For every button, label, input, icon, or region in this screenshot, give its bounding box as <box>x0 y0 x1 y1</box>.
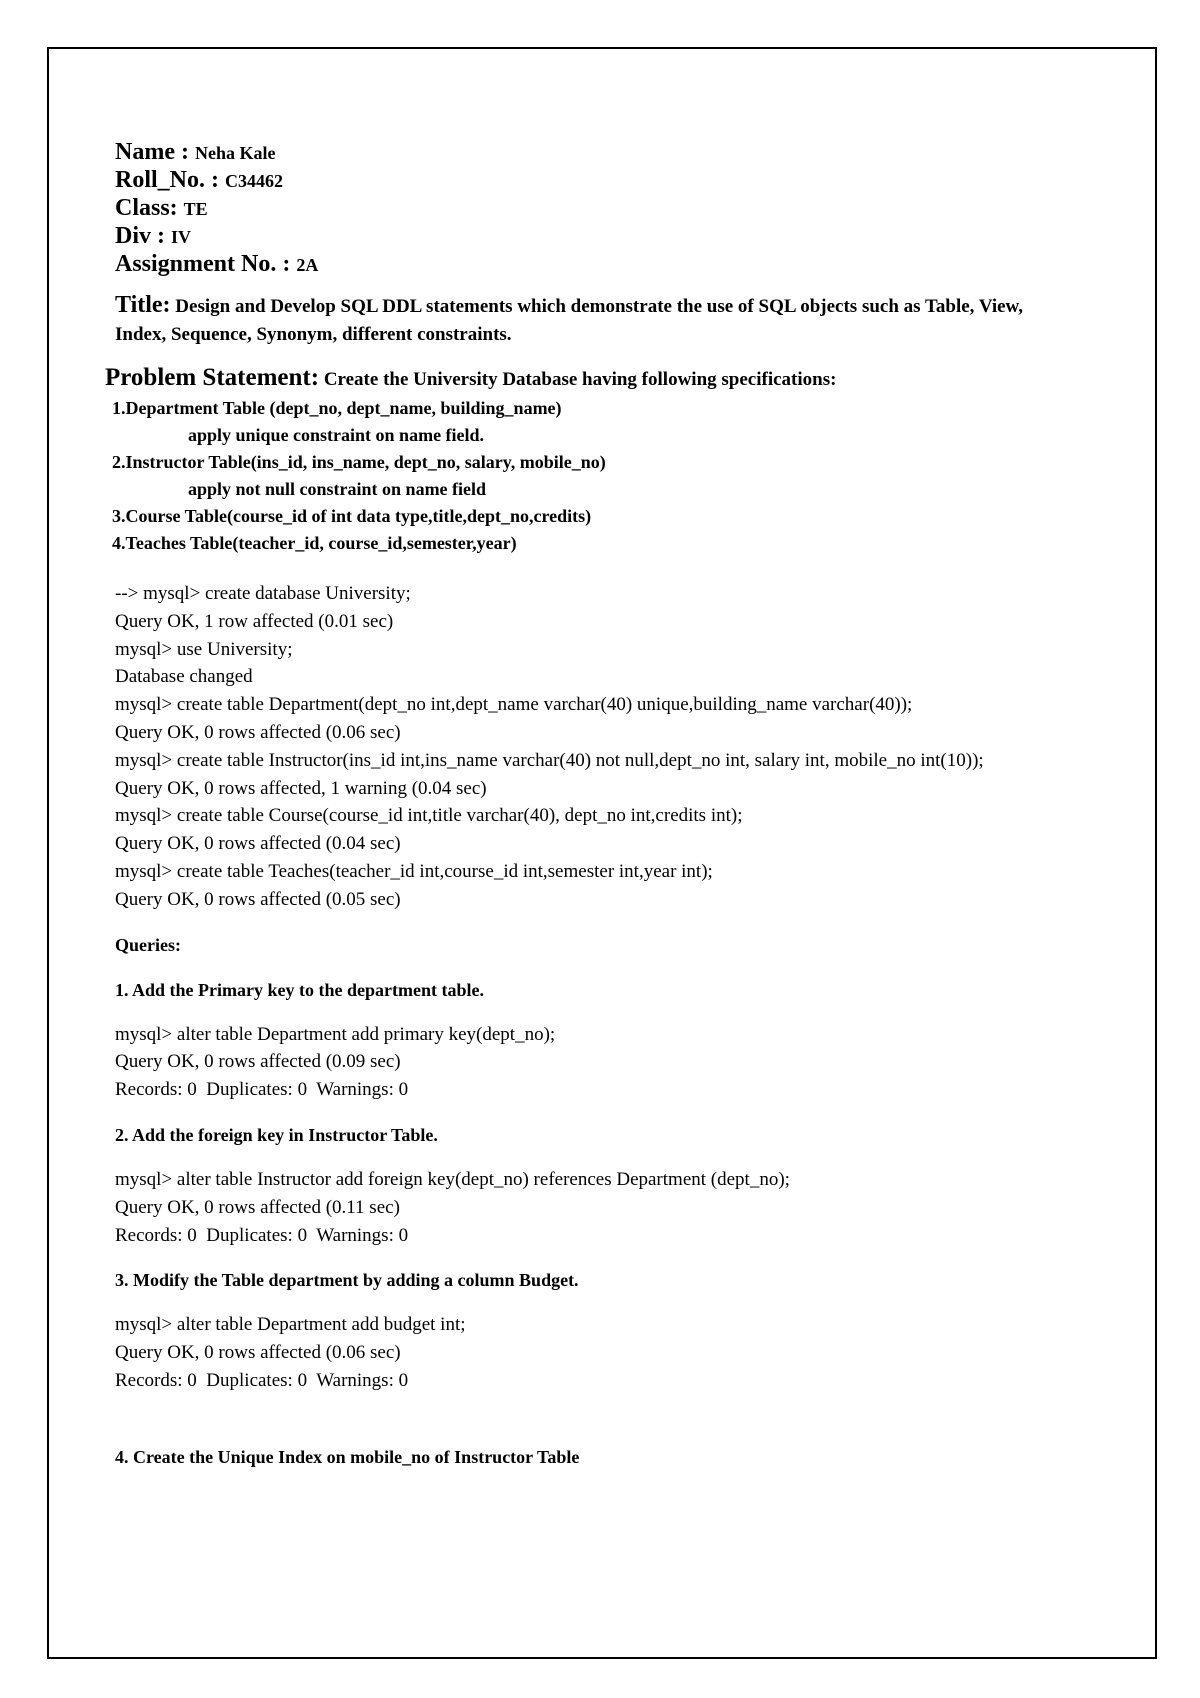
name-line: Name : Neha Kale <box>115 139 276 165</box>
query-heading: 1. Add the Primary key to the department table. <box>115 979 484 1000</box>
query-line: mysql> alter table Department add budget int; <box>115 1314 466 1336</box>
session-line: mysql> create table Instructor(ins_id int,ins_name varchar(40) not null,dept_no int, salary int, mobile_no int(10)); <box>115 749 984 771</box>
query-heading: 3. Modify the Table department by adding a column Budget. <box>115 1270 579 1291</box>
session-line: mysql> use University; <box>115 638 293 660</box>
session-line: --> mysql> create database University; <box>115 583 411 604</box>
session-line: Query OK, 0 rows affected (0.04 sec) <box>115 833 401 855</box>
class-line: Class: TE <box>115 195 208 221</box>
assignment-line: Assignment No. : 2A <box>115 251 319 277</box>
query-heading: 4. Create the Unique Index on mobile_no of Instructor Table <box>115 1446 580 1467</box>
spec-item: 1.Department Table (dept_no, dept_name, building_name) <box>112 398 562 418</box>
session-line: Query OK, 1 row affected (0.01 sec) <box>115 610 394 632</box>
class-value: TE <box>183 199 208 219</box>
spec-item: 2.Instructor Table(ins_id, ins_name, dept_no, salary, mobile_no) <box>112 452 606 472</box>
div-line: Div : IV <box>115 223 192 249</box>
query-heading: 2. Add the foreign key in Instructor Table. <box>115 1124 438 1145</box>
query-line: Query OK, 0 rows affected (0.06 sec) <box>115 1342 401 1364</box>
problem-statement: Problem Statement: Create the University Database having following specifications: <box>105 364 837 391</box>
div-value: IV <box>171 227 192 247</box>
session-line: Query OK, 0 rows affected, 1 warning (0.04 sec) <box>115 777 487 799</box>
spec-item: 4.Teaches Table(teacher_id, course_id,semester,year) <box>112 533 517 553</box>
query-line: Records: 0 Duplicates: 0 Warnings: 0 <box>115 1224 409 1246</box>
assignment-value: 2A <box>296 255 319 275</box>
document-body <box>105 139 1075 1471</box>
title-section: Title: Design and Develop SQL DDL statements which demonstrate the use of SQL objects such as Table, View, Index, Sequence, Synonym, different constraints. <box>115 292 1023 345</box>
roll-line: Roll_No. : C34462 <box>115 167 283 193</box>
query-line: mysql> alter table Department add primary key(dept_no); <box>115 1023 556 1045</box>
spec-list <box>112 395 1075 557</box>
query-line: Query OK, 0 rows affected (0.09 sec) <box>115 1051 401 1073</box>
query-line: Records: 0 Duplicates: 0 Warnings: 0 <box>115 1079 409 1101</box>
spec-item: 3.Course Table(course_id of int data type,title,dept_no,credits) <box>112 506 592 526</box>
roll-value: C34462 <box>225 171 283 191</box>
queries-heading: Queries: <box>115 934 181 955</box>
spec-item-note: apply unique constraint on name field. <box>188 425 485 445</box>
session-line: mysql> create table Department(dept_no int,dept_name varchar(40) unique,building_name varchar(40)); <box>115 694 913 716</box>
session-line: Database changed <box>115 666 253 688</box>
session-line: mysql> create table Course(course_id int,title varchar(40), dept_no int,credits int); <box>115 805 743 827</box>
session-line: Query OK, 0 rows affected (0.06 sec) <box>115 721 401 743</box>
mysql-session <box>115 580 1075 914</box>
session-line: Query OK, 0 rows affected (0.05 sec) <box>115 888 401 910</box>
name-value: Neha Kale <box>194 143 276 163</box>
spec-item-note: apply not null constraint on name field <box>188 479 487 499</box>
query-line: Records: 0 Duplicates: 0 Warnings: 0 <box>115 1369 409 1391</box>
session-line: mysql> create table Teaches(teacher_id int,course_id int,semester int,year int); <box>115 860 713 882</box>
query-line: Query OK, 0 rows affected (0.11 sec) <box>115 1196 400 1218</box>
query-line: mysql> alter table Instructor add foreign key(dept_no) references Department (dept_no); <box>115 1168 790 1190</box>
